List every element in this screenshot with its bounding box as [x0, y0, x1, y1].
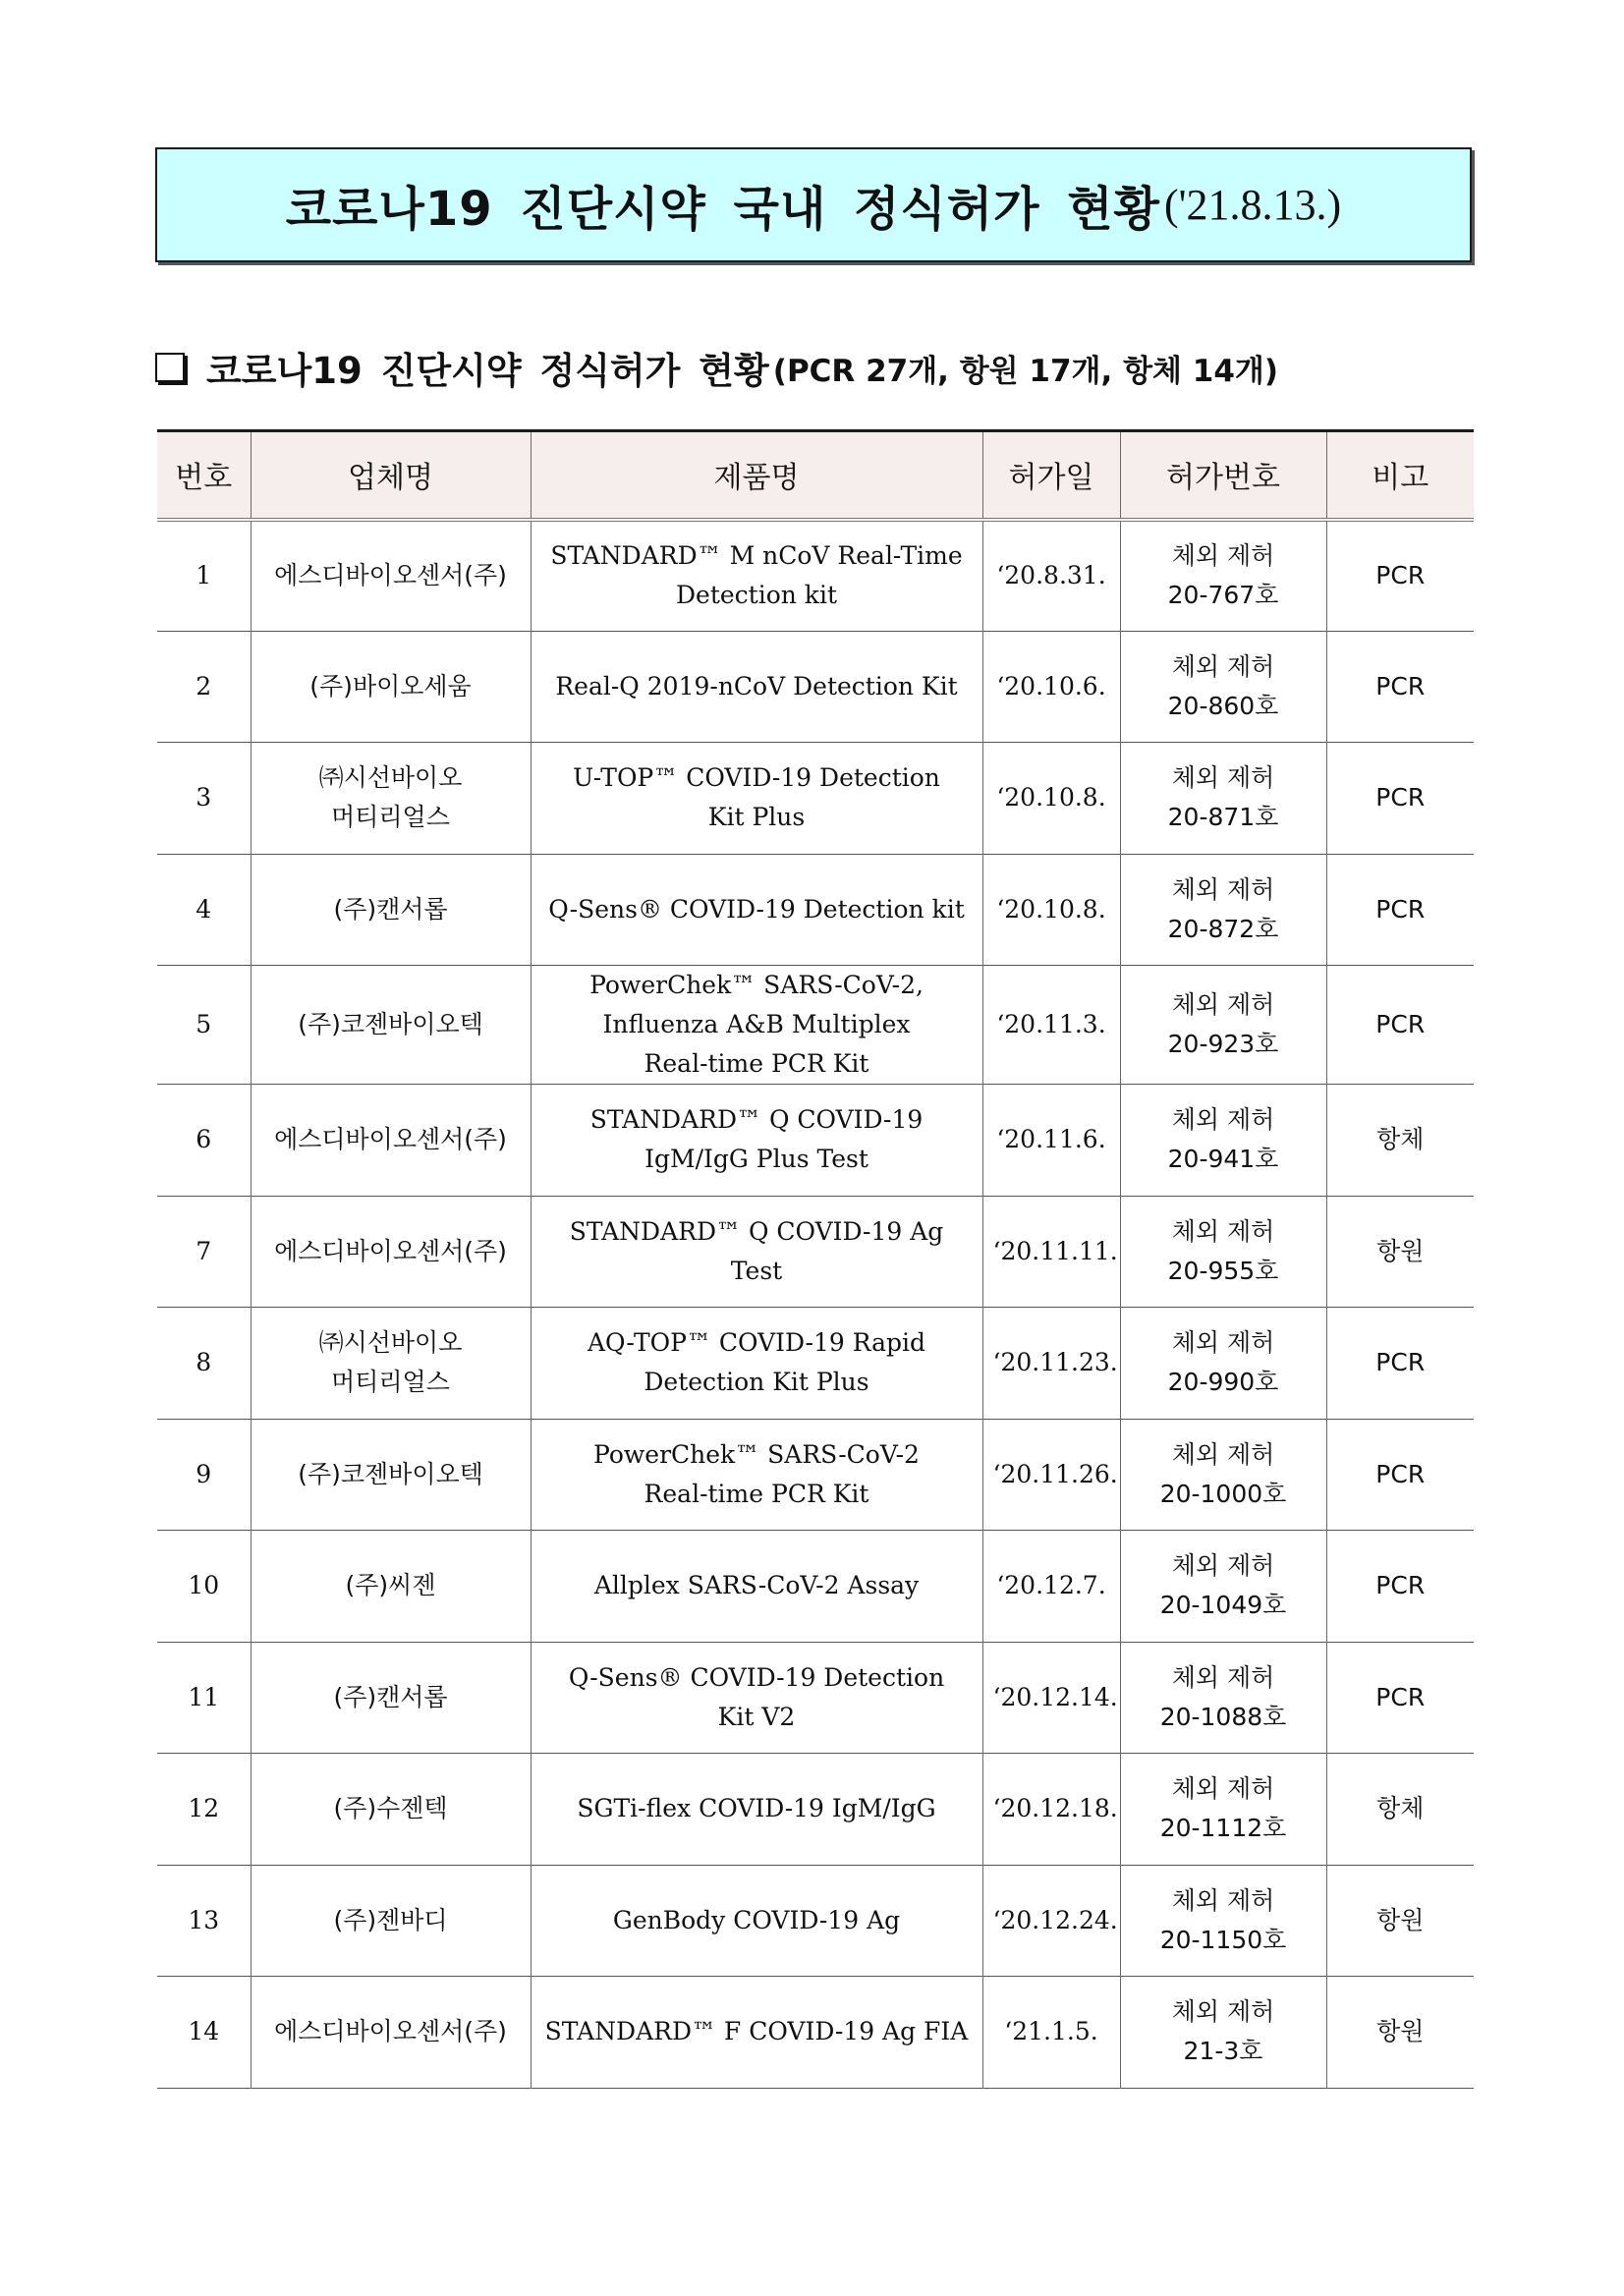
remark: PCR [1326, 743, 1474, 855]
company-name [251, 631, 531, 743]
company-name [251, 1308, 531, 1420]
table-row [157, 1085, 1474, 1197]
permit-number-line: 체외 제허 [1171, 541, 1275, 570]
table-row [157, 1977, 1474, 2089]
company-name [251, 1085, 531, 1197]
approval-date: ‘20.8.31. [982, 520, 1120, 632]
row-number: 13 [157, 1865, 251, 1977]
permit-number-line: 체외 제허 [1171, 990, 1275, 1019]
remark: PCR [1326, 1642, 1474, 1754]
permit-number-line: 20-955호 [1167, 1256, 1279, 1285]
product-name-line: STANDARD™ F COVID-19 Ag FIA [544, 2017, 969, 2046]
permit-number [1120, 966, 1326, 1085]
row-number: 9 [157, 1419, 251, 1531]
permit-number [1120, 1865, 1326, 1977]
permit-number-line: 체외 제허 [1171, 1439, 1275, 1469]
row-number: 2 [157, 631, 251, 743]
permit-number [1120, 1642, 1326, 1754]
product-name [531, 520, 982, 632]
permit-number [1120, 743, 1326, 855]
section-heading: 코로나19 진단시약 정식허가 현황 [206, 350, 769, 392]
remark: 항체 [1326, 1754, 1474, 1866]
product-name-line: Kit Plus [707, 803, 806, 832]
table-row [157, 854, 1474, 966]
permit-number-line: 체외 제허 [1171, 1662, 1275, 1692]
product-name-line: U-TOP™ COVID-19 Detection [573, 763, 940, 793]
section-summary: (PCR 27개, 항원 17개, 항체 14개) [772, 353, 1279, 389]
row-number: 3 [157, 743, 251, 855]
remark: PCR [1326, 520, 1474, 632]
header-no: 번호 [157, 431, 251, 520]
product-name [531, 743, 982, 855]
permit-number [1120, 1531, 1326, 1643]
header-note: 비고 [1326, 431, 1474, 520]
approval-date: ‘20.10.8. [982, 743, 1120, 855]
product-name-line: SGTi-flex COVID-19 IgM/IgG [577, 1794, 936, 1823]
company-name-line: (주)캔서롭 [333, 894, 448, 924]
approval-date: ‘20.11.6. [982, 1085, 1120, 1197]
remark: 항체 [1326, 1085, 1474, 1197]
permit-number-line: 체외 제허 [1171, 874, 1275, 904]
remark: PCR [1326, 854, 1474, 966]
permit-number-line: 20-860호 [1167, 691, 1279, 720]
company-name [251, 1754, 531, 1866]
remark: PCR [1326, 1531, 1474, 1643]
product-name-line: STANDARD™ Q COVID-19 Ag [569, 1216, 944, 1246]
permit-number-line: 20-1112호 [1159, 1814, 1287, 1843]
product-name-line: Detection kit [675, 581, 837, 609]
company-name [251, 1865, 531, 1977]
company-name-line: 머티리얼스 [331, 803, 450, 832]
company-name [251, 743, 531, 855]
product-name [531, 1642, 982, 1754]
company-name [251, 1642, 531, 1754]
permit-number-line: 체외 제허 [1171, 1216, 1275, 1246]
approval-date: ‘20.12.24. [982, 1865, 1120, 1977]
permit-number-line: 20-1049호 [1159, 1591, 1287, 1620]
product-name [531, 1085, 982, 1197]
table-row [157, 1419, 1474, 1531]
table-row [157, 966, 1474, 1085]
product-name-line: Influenza A&B Multiplex [602, 1010, 911, 1038]
approval-date: ‘20.11.23. [982, 1308, 1120, 1420]
table-row [157, 520, 1474, 632]
company-name-line: (주)수젠텍 [333, 1794, 448, 1823]
product-name [531, 966, 982, 1085]
approval-date: ‘21.1.5. [982, 1977, 1120, 2089]
permit-number-line: 체외 제허 [1171, 763, 1275, 793]
table-body [157, 520, 1474, 2089]
product-name [531, 1865, 982, 1977]
product-name-line: GenBody COVID-19 Ag [612, 1905, 901, 1934]
table-row [157, 1531, 1474, 1643]
permit-number [1120, 1196, 1326, 1308]
table-row [157, 743, 1474, 855]
company-name [251, 1196, 531, 1308]
table-row [157, 1196, 1474, 1308]
table-row [157, 1865, 1474, 1977]
permit-number-line: 20-1150호 [1159, 1925, 1287, 1954]
permit-number-line: 체외 제허 [1171, 1105, 1275, 1135]
permit-number [1120, 1977, 1326, 2089]
remark: PCR [1326, 966, 1474, 1085]
product-name [531, 1754, 982, 1866]
approval-date: ‘20.11.3. [982, 966, 1120, 1085]
row-number: 10 [157, 1531, 251, 1643]
header-company: 업체명 [251, 431, 531, 520]
company-name-line: 에스디바이오센서(주) [274, 1125, 507, 1154]
product-name [531, 631, 982, 743]
approval-date: ‘20.11.11. [982, 1196, 1120, 1308]
company-name [251, 520, 531, 632]
permit-number-line: 20-767호 [1167, 581, 1279, 609]
company-name-line: (주)코젠바이오텍 [298, 1459, 483, 1488]
product-name-line: Real-time PCR Kit [644, 1049, 869, 1078]
product-name-line: STANDARD™ Q COVID-19 [589, 1105, 924, 1135]
permit-number-line: 20-872호 [1167, 914, 1279, 943]
table-row [157, 631, 1474, 743]
remark: PCR [1326, 1308, 1474, 1420]
company-name-line: (주)바이오세움 [309, 671, 472, 700]
title-box [155, 147, 1472, 262]
product-name [531, 1531, 982, 1643]
company-name-line: 에스디바이오센서(주) [274, 2017, 507, 2046]
header-product: 제품명 [531, 431, 982, 520]
permit-number-line: 20-1000호 [1159, 1479, 1287, 1508]
row-number: 12 [157, 1754, 251, 1866]
company-name-line: (주)씨젠 [345, 1571, 436, 1600]
remark: PCR [1326, 1419, 1474, 1531]
approval-date: ‘20.10.8. [982, 854, 1120, 966]
page-title: 코로나19 진단시약 국내 정식허가 현황 [285, 182, 1160, 237]
row-number: 4 [157, 854, 251, 966]
table-row [157, 1754, 1474, 1866]
company-name [251, 854, 531, 966]
product-name-line: Allplex SARS-CoV-2 Assay [593, 1571, 920, 1600]
permit-number [1120, 520, 1326, 632]
product-name [531, 1196, 982, 1308]
header-date: 허가일 [982, 431, 1120, 520]
product-name-line: Detection Kit Plus [644, 1368, 869, 1397]
company-name-line: (주)캔서롭 [333, 1682, 448, 1711]
permit-number-line: 체외 제허 [1171, 1774, 1275, 1804]
company-name-line: ㈜시선바이오 [318, 763, 463, 793]
permit-number-line: 21-3호 [1183, 2037, 1263, 2066]
product-name-line: Test [730, 1256, 783, 1285]
company-name [251, 1977, 531, 2089]
product-name-line: Q-Sens® COVID-19 Detection [568, 1662, 945, 1692]
permit-number [1120, 854, 1326, 966]
permit-number-line: 체외 제허 [1171, 1328, 1275, 1358]
permit-number-line: 20-1088호 [1159, 1702, 1287, 1731]
company-name-line: (주)젠바디 [333, 1905, 448, 1934]
checkbox-icon [155, 353, 185, 382]
company-name [251, 1419, 531, 1531]
permit-number [1120, 1754, 1326, 1866]
table-row [157, 1642, 1474, 1754]
permit-number-line: 체외 제허 [1171, 1997, 1275, 2027]
product-name [531, 854, 982, 966]
section-header [155, 340, 1472, 395]
product-name [531, 1977, 982, 2089]
approval-date: ‘20.11.26. [982, 1419, 1120, 1531]
product-name-line: PowerChek™ SARS-CoV-2 [593, 1439, 920, 1469]
company-name-line: ㈜시선바이오 [318, 1328, 463, 1358]
product-name-line: PowerChek™ SARS-CoV-2, [589, 971, 924, 999]
permit-number [1120, 631, 1326, 743]
company-name-line: (주)코젠바이오텍 [298, 1010, 483, 1038]
product-name-line: IgM/IgG Plus Test [644, 1145, 868, 1174]
row-number: 6 [157, 1085, 251, 1197]
product-name-line: Real-Q 2019-nCoV Detection Kit [555, 671, 958, 700]
approval-date: ‘20.10.6. [982, 631, 1120, 743]
header-permit: 허가번호 [1120, 431, 1326, 520]
company-name-line: 머티리얼스 [331, 1368, 450, 1397]
company-name-line: 에스디바이오센서(주) [274, 1236, 507, 1265]
permit-number [1120, 1419, 1326, 1531]
permit-number-line: 20-923호 [1167, 1030, 1279, 1058]
permit-number [1120, 1308, 1326, 1420]
remark: 항원 [1326, 1865, 1474, 1977]
product-name-line: Q-Sens® COVID-19 Detection kit [548, 894, 965, 924]
remark: PCR [1326, 631, 1474, 743]
product-name [531, 1419, 982, 1531]
permit-number [1120, 1085, 1326, 1197]
permit-number-line: 체외 제허 [1171, 1551, 1275, 1581]
company-name-line: 에스디바이오센서(주) [274, 561, 507, 589]
company-name [251, 1531, 531, 1643]
row-number: 11 [157, 1642, 251, 1754]
permit-number-line: 20-941호 [1167, 1145, 1279, 1174]
row-number: 8 [157, 1308, 251, 1420]
row-number: 1 [157, 520, 251, 632]
product-name-line: Real-time PCR Kit [644, 1479, 869, 1508]
approval-table [157, 429, 1474, 2089]
permit-number-line: 체외 제허 [1171, 1885, 1275, 1915]
company-name [251, 966, 531, 1085]
permit-number-line: 20-990호 [1167, 1368, 1279, 1397]
title-date: ('21.8.13.) [1163, 181, 1342, 229]
product-name [531, 1308, 982, 1420]
table-row [157, 1308, 1474, 1420]
row-number: 5 [157, 966, 251, 1085]
approval-date: ‘20.12.14. [982, 1642, 1120, 1754]
permit-number-line: 20-871호 [1167, 803, 1279, 832]
approval-date: ‘20.12.18. [982, 1754, 1120, 1866]
remark: 항원 [1326, 1196, 1474, 1308]
row-number: 14 [157, 1977, 251, 2089]
row-number: 7 [157, 1196, 251, 1308]
product-name-line: Kit V2 [717, 1702, 796, 1731]
table-header-row [157, 431, 1474, 520]
remark: 항원 [1326, 1977, 1474, 2089]
permit-number-line: 체외 제허 [1171, 651, 1275, 681]
product-name-line: STANDARD™ M nCoV Real-Time [550, 541, 963, 570]
approval-date: ‘20.12.7. [982, 1531, 1120, 1643]
product-name-line: AQ-TOP™ COVID-19 Rapid [587, 1328, 926, 1358]
